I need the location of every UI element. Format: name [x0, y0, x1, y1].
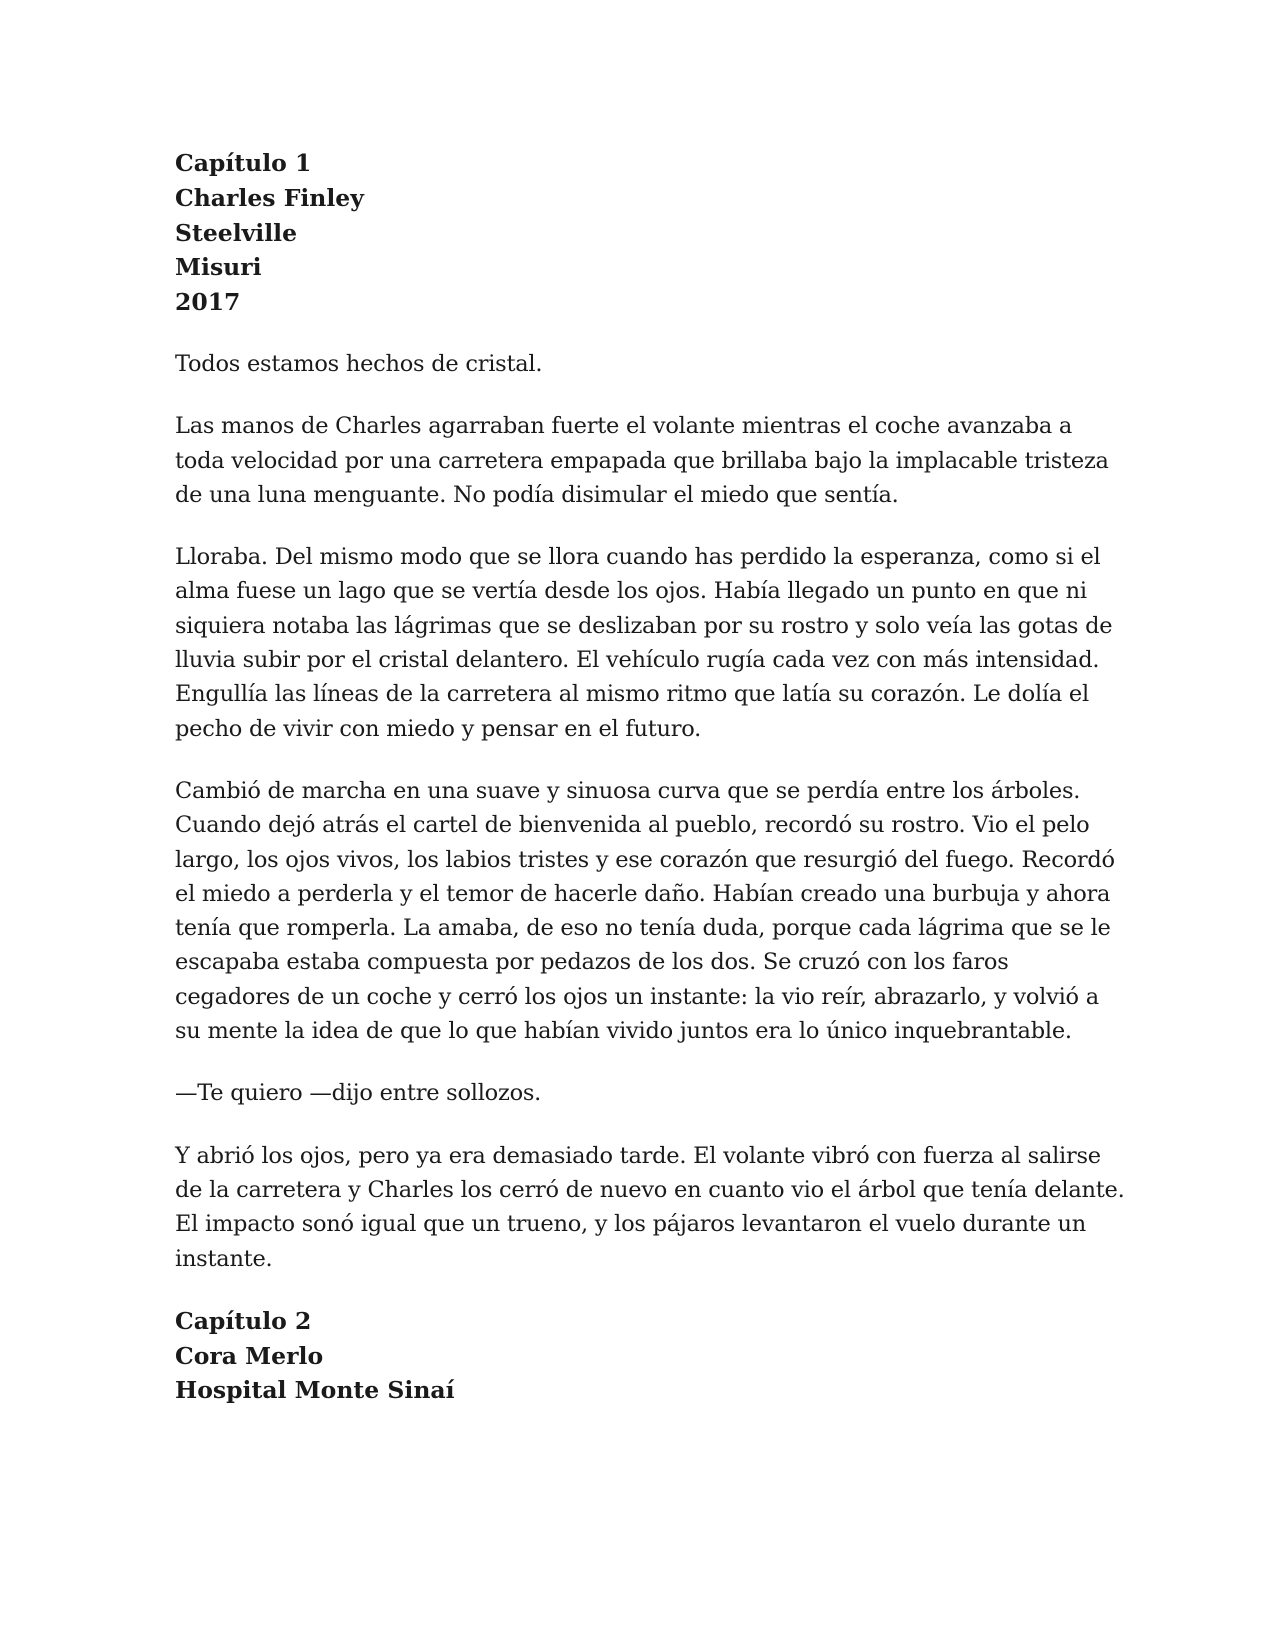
- text-line: pecho de vivir con miedo y pensar en el futuro.: [175, 715, 702, 742]
- text-line: tenía que romperla. La amaba, de eso no tenía duda, porque cada lágrima que se le: [175, 915, 1111, 942]
- paragraph-1: [175, 347, 1095, 381]
- chapter-1-heading: [175, 146, 1095, 320]
- chapter-title: Capítulo 1: [175, 149, 312, 177]
- text-line: el miedo a perderla y el temor de hacerle daño. Habían creado una burbuja y ahora: [175, 880, 1111, 907]
- chapter-location: Hospital Monte Sinaí: [175, 1376, 455, 1405]
- text-line: alma fuese un lago que se vertía desde los ojos. Había llegado un punto en que ni: [175, 578, 1087, 605]
- chapter-2-heading: [175, 1304, 1095, 1408]
- chapter-character: Charles Finley: [175, 183, 364, 212]
- text-line: Engullía las líneas de la carretera al mismo ritmo que latía su corazón. Le dolía el: [175, 681, 1089, 708]
- text-line: Lloraba. Del mismo modo que se llora cuando has perdido la esperanza, como si el: [175, 544, 1101, 571]
- paragraph-5-dialogue: [175, 1076, 1095, 1110]
- chapter-title: Capítulo 2: [175, 1306, 312, 1335]
- text-line: cegadores de un coche y cerró los ojos un instante: la vio reír, abrazarlo, y volvió a: [175, 983, 1099, 1010]
- text-line: de una luna menguante. No podía disimular el miedo que sentía.: [175, 481, 899, 508]
- paragraph-2: [175, 409, 1109, 512]
- paragraph-3: [175, 540, 1113, 746]
- text-line: siquiera notaba las lágrimas que se deslizaban por su rostro y solo veía las gotas de: [175, 612, 1113, 639]
- text-line: Cambió de marcha en una suave y sinuosa curva que se perdía entre los árboles.: [175, 777, 1081, 804]
- text-line: El impacto sonó igual que un trueno, y los pájaros levantaron el vuelo durante un: [175, 1211, 1086, 1238]
- text-line: instante.: [175, 1245, 273, 1272]
- paragraph-4: [175, 774, 1115, 1048]
- paragraph-6: [175, 1139, 1125, 1276]
- text-line: Cuando dejó atrás el cartel de bienvenida al pueblo, recordó su rostro. Vio el pelo: [175, 812, 1090, 839]
- text-line: Y abrió los ojos, pero ya era demasiado tarde. El volante vibró con fuerza al salirse: [175, 1142, 1101, 1169]
- text-line: de la carretera y Charles los cerró de nuevo en cuanto vio el árbol que tenía delante.: [175, 1176, 1125, 1203]
- text-line: —Te quiero —dijo entre sollozos.: [175, 1080, 542, 1107]
- chapter-location-town: Steelville: [175, 218, 298, 247]
- chapter-character: Cora Merlo: [175, 1341, 324, 1370]
- document-page: [175, 146, 1125, 1408]
- chapter-location-state: Misuri: [175, 253, 262, 282]
- text-line: lluvia subir por el cristal delantero. El vehículo rugía cada vez con más intensidad.: [175, 647, 1100, 674]
- text-line: largo, los ojos vivos, los labios tristes y ese corazón que resurgió del fuego. Recordó: [175, 846, 1115, 873]
- text-line: toda velocidad por una carretera empapada que brillaba bajo la implacable tristeza: [175, 447, 1109, 474]
- text-line: Las manos de Charles agarraban fuerte el volante mientras el coche avanzaba a: [175, 413, 1073, 440]
- text-line: escapaba estaba compuesta por pedazos de los dos. Se cruzó con los faros: [175, 949, 1009, 976]
- chapter-year: 2017: [175, 288, 241, 317]
- text-line: su mente la idea de que lo que habían vivido juntos era lo único inquebrantable.: [175, 1018, 1072, 1045]
- text-line: Todos estamos hechos de cristal.: [175, 350, 543, 377]
